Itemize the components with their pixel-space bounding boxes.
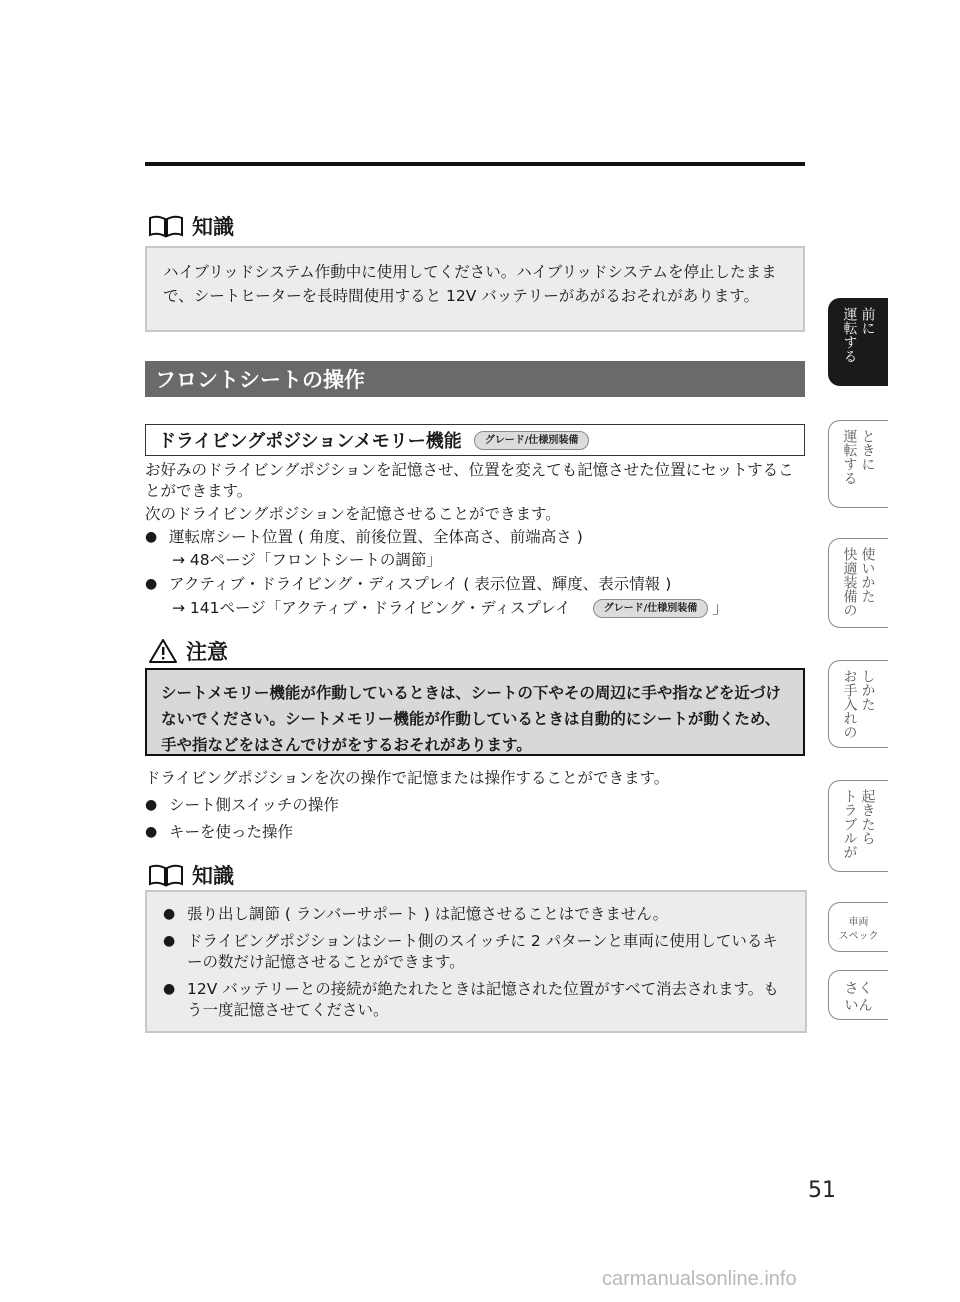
operation-paragraph	[145, 768, 807, 789]
intro-text-1: お好みのドライビングポジションを記憶させ、位置を変えても記憶させた位置にセットすることができます。	[145, 461, 794, 500]
tab-label: 前に	[859, 307, 876, 335]
tab-label: ときに	[859, 429, 876, 471]
list-item	[163, 931, 791, 973]
list-item	[163, 904, 791, 925]
tab-before-driving[interactable]	[828, 298, 888, 386]
page-reference	[172, 550, 442, 571]
list-item	[163, 979, 791, 1021]
bullet-text: 運転席シート位置 ( 角度、前後位置、全体高さ、前端高さ )	[169, 528, 583, 546]
book-icon	[148, 214, 184, 238]
reference-end: 」	[712, 599, 728, 617]
reference-text: → 141ページ「アクティブ・ドライビング・ディスプレイ	[172, 599, 571, 617]
page-number: 51	[808, 1178, 836, 1203]
tab-label: 快適装備の	[841, 547, 858, 617]
section-title-bar	[145, 361, 805, 397]
list-item	[145, 527, 807, 548]
tab-when-driving[interactable]	[828, 420, 888, 508]
bullet-text: アクティブ・ドライビング・ディスプレイ ( 表示位置、輝度、表示情報 )	[169, 575, 672, 593]
caution-text: シートメモリー機能が作動しているときは、シートの下やその周辺に手や指などを近づけないでください。シートメモリー機能が作動しているときは自動的にシートが動くため、手や指などをはさんでけがをするおそれがあります。	[161, 684, 781, 754]
tab-label: 使いかた	[859, 547, 876, 603]
bullet-text: キーを使った操作	[169, 823, 294, 841]
tab-troubleshooting[interactable]	[828, 780, 888, 872]
bullet-dot: ●	[145, 824, 158, 840]
knowledge-title: 知識	[192, 864, 234, 888]
bullet-text: ドライビングポジションはシート側のスイッチに 2 パターンと車両に使用しているキーの数だけ記憶させることができます。	[187, 932, 778, 971]
bullet-dot: ●	[163, 933, 176, 949]
tab-index[interactable]	[828, 970, 888, 1020]
tab-label: 運転する	[841, 307, 858, 363]
bullet-dot: ●	[145, 529, 158, 545]
tab-label: お手入れの	[841, 669, 858, 739]
intro-text-2: 次のドライビングポジションを記憶させることができます。	[145, 505, 561, 523]
caution-heading	[148, 636, 228, 666]
tab-label: いん	[844, 998, 873, 1014]
tab-comfort-features[interactable]	[828, 538, 888, 628]
tab-maintenance[interactable]	[828, 660, 888, 748]
operation-text: ドライビングポジションを次の操作で記憶または操作することができます。	[145, 769, 670, 787]
subheading	[145, 424, 805, 456]
grade-badge: グレード/仕様別装備	[474, 431, 590, 450]
knowledge-text: ハイブリッドシステム作動中に使用してください。ハイブリッドシステムを停止したままで、シートヒーターを長時間使用すると 12V バッテリーがあがるおそれがあります。	[163, 263, 777, 305]
top-rule	[145, 162, 805, 166]
tab-label: さく	[844, 981, 873, 997]
subheading-text: ドライビングポジションメモリー機能	[158, 431, 462, 452]
intro-paragraph	[145, 460, 807, 502]
tab-label: 起きたら	[859, 789, 876, 845]
bullet-dot: ●	[163, 906, 176, 922]
watermark: carmanualsonline.info	[602, 1268, 797, 1290]
list-item	[145, 822, 293, 843]
tab-label: 車両	[848, 917, 869, 928]
knowledge-heading-2	[148, 860, 234, 890]
caution-title: 注意	[186, 640, 228, 664]
tab-label: スペック	[838, 931, 879, 942]
intro-paragraph-2	[145, 504, 807, 525]
book-icon	[148, 863, 184, 887]
bullet-dot: ●	[145, 797, 158, 813]
knowledge-heading-1	[148, 211, 234, 241]
section-title: フロントシートの操作	[155, 368, 365, 392]
knowledge-box-1	[145, 246, 805, 332]
tab-label: しかた	[859, 669, 876, 711]
list-item	[145, 574, 807, 595]
grade-badge: グレード/仕様別装備	[593, 599, 709, 618]
tab-label: 運転する	[841, 429, 858, 485]
list-item	[145, 795, 339, 816]
page-reference	[172, 598, 728, 619]
knowledge-title: 知識	[192, 215, 234, 239]
tab-vehicle-specs[interactable]	[828, 902, 888, 952]
warning-icon	[148, 638, 178, 664]
reference-text: → 48ページ「フロントシートの調節」	[172, 551, 442, 569]
tab-label: トラブルが	[841, 789, 858, 859]
bullet-dot: ●	[163, 981, 176, 997]
bullet-text: 張り出し調節 ( ランバーサポート ) は記憶させることはできません。	[187, 905, 669, 923]
bullet-text: 12V バッテリーとの接続が絶たれたときは記憶された位置がすべて消去されます。もう一度記憶させてください。	[187, 980, 779, 1019]
bullet-text: シート側スイッチの操作	[169, 796, 339, 814]
caution-box	[145, 668, 805, 756]
knowledge-box-2	[145, 890, 807, 1033]
bullet-dot: ●	[145, 576, 158, 592]
